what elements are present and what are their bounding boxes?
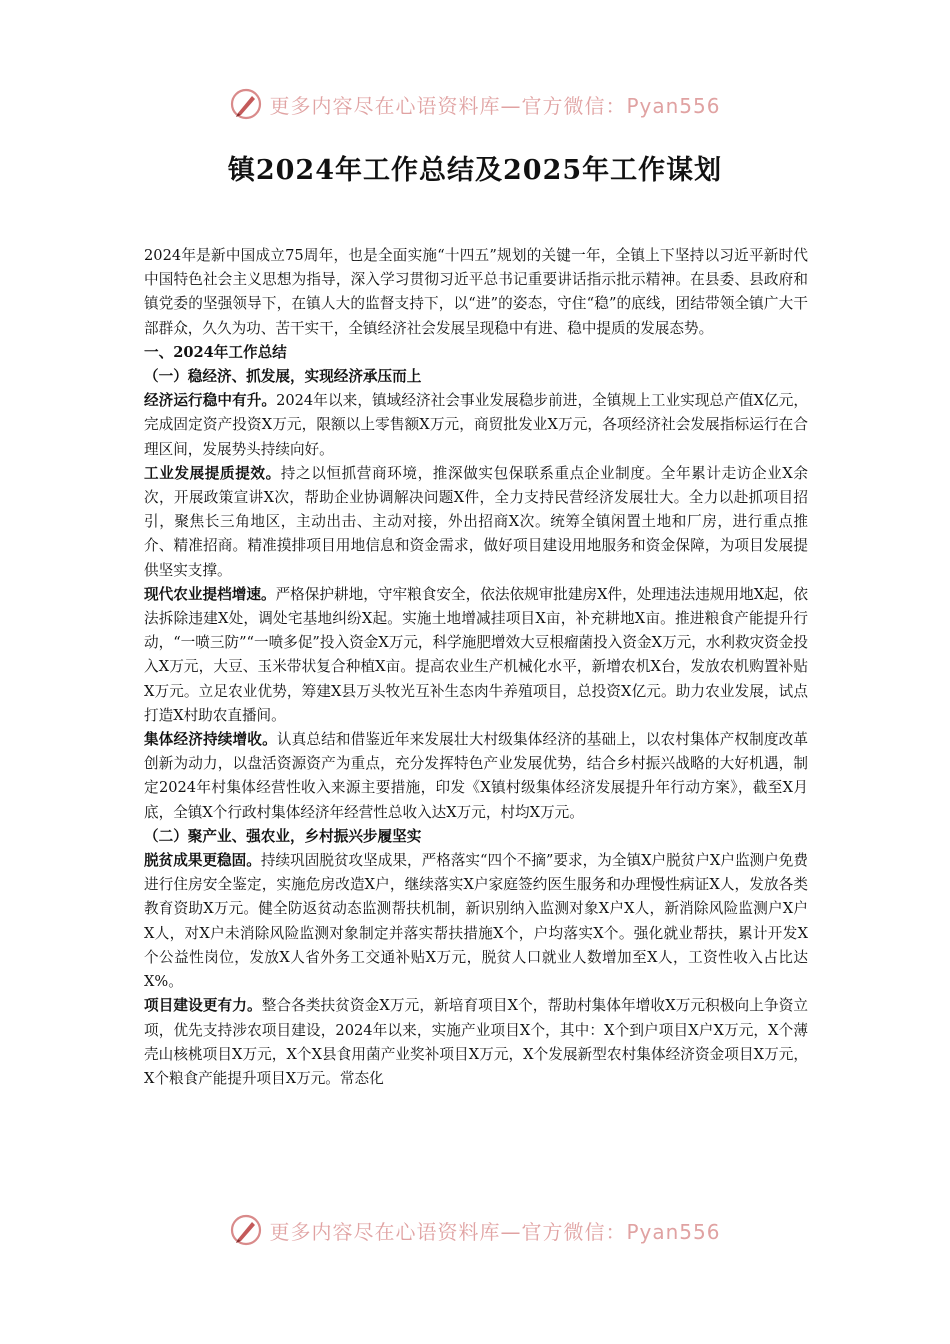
pen-in-circle-icon (229, 1213, 263, 1247)
paragraph-agriculture: 现代农业提档增速。严格保护耕地，守牢粮食安全，依法依规审批建房X件，处理违法违规用地X起，依法拆除违建X处，调处宅基地纠纷X起。实施土地增减挂项目X亩，补充耕地X亩。推进粮食产能提升行动，“一喷三防”“一喷多促”投入资金X万元，科学施肥增效大豆根瘤菌投入资金X万元，水利救灾资金投入X万元，大豆、玉米带状复合种植X亩。提高农业生产机械化水平，新增农机X台，发放农机购置补贴X万元。立足农业优势，筹建X县万头牧光互补生态肉牛养殖项目，总投资X亿元。助力农业发展，试点打造X村助农直播间。 (144, 585, 808, 724)
pen-in-circle-icon (229, 87, 263, 121)
paragraph-economy: 经济运行稳中有升。2024年以来，镇域经济社会事业发展稳步前进，全镇规上工业实现总产值X亿元，完成固定资产投资X万元，限额以上零售额X万元，商贸批发业X万元，各项经济社会发展指标运行在合理区间，发展势头持续向好。 (144, 392, 808, 458)
watermark-text: 更多内容尽在心语资料库—官方微信：Pyan556 (269, 1219, 721, 1244)
intro-paragraph: 2024年是新中国成立75周年，也是全面实施“十四五”规划的关键一年，全镇上下坚持以习近平新时代中国特色社会主义思想为指导，深入学习贯彻习近平总书记重要讲话指示批示精神。在县委、县政府和镇党委的坚强领导下，在镇人大的监督支持下，以“进”的姿态，守住“稳”的底线，团结带领全镇广大干部群众，久久为功、苦干实干，全镇经济社会发展呈现稳中有进、稳中提质的发展态势。 (144, 247, 808, 337)
paragraph-lead: 集体经济持续增收。 (144, 731, 277, 749)
watermark-text: 更多内容尽在心语资料库—官方微信：Pyan556 (269, 93, 721, 118)
paragraph-collective-economy: 集体经济持续增收。认真总结和借鉴近年来发展壮大村级集体经济的基础上，以农村集体产权制度改革创新为动力，以盘活资源资产为重点，充分发挥特色产业发展优势，结合乡村振兴战略的大好机遇，制定2024年村集体经营性收入来源主要措施，印发《X镇村级集体经济发展提升年行动方案》，截至X月底，全镇X个行政村集体经济年经营性总收入达X万元，村均X万元。 (144, 731, 808, 821)
paragraph-lead: 现代农业提档增速。 (144, 585, 276, 603)
paragraph-industry: 工业发展提质提效。持之以恒抓营商环境，推深做实包保联系重点企业制度。全年累计走访企业X余次，开展政策宣讲X次，帮助企业协调解决问题X件，全力支持民营经济发展壮大。全力以赴抓项目招引，聚焦长三角地区，主动出击、主动对接，外出招商X次。统筹全镇闲置土地和厂房，进行重点推介、精准招商。精准摸排项目用地信息和资金需求，做好项目建设用地服务和资金保障，为项目发展提供坚实支撑。 (144, 464, 808, 579)
document-body (144, 244, 808, 1091)
subsection-heading-1: （一）稳经济、抓发展，实现经济承压而上 (144, 368, 422, 386)
paragraph-lead: 经济运行稳中有升。 (144, 392, 277, 410)
section-heading-1: 一、2024年工作总结 (144, 343, 287, 361)
paragraph-lead: 工业发展提质提效。 (144, 464, 281, 482)
header-watermark-banner (0, 84, 950, 124)
paragraph-lead: 脱贫成果更稳固。 (144, 852, 261, 870)
paragraph-poverty: 脱贫成果更稳固。持续巩固脱贫攻坚成果，严格落实“四个不摘”要求，为全镇X户脱贫户X户监测户免费进行住房安全鉴定，实施危房改造X户，继续落实X户家庭签约医生服务和办理慢性病证X人，发放各类教育资助X万元。健全防返贫动态监测帮扶机制，新识别纳入监测对象X户X人，新消除风险监测户X户X人，对X户未消除风险监测对象制定并落实帮扶措施X个，户均落实X个。强化就业帮扶，累计开发X个公益性岗位，发放X人省外务工交通补贴X万元，脱贫人口就业人数增加至X人，工资性收入占比达X%。 (144, 852, 808, 991)
paragraph-projects: 项目建设更有力。整合各类扶贫资金X万元，新培育项目X个，帮助村集体年增收X万元积极向上争资立项，优先支持涉农项目建设，2024年以来，实施产业项目X个，其中：X个到户项目X户X万元，X个薄壳山核桃项目X万元，X个X县食用菌产业奖补项目X万元，X个发展新型农村集体经济资金项目X万元，X个粮食产能提升项目X万元。常态化 (144, 997, 808, 1087)
footer-watermark-banner (0, 1210, 950, 1250)
paragraph-lead: 项目建设更有力。 (144, 997, 262, 1015)
document-title: 镇2024年工作总结及2025年工作谋划 (227, 155, 723, 186)
subsection-heading-2: （二）聚产业、强农业，乡村振兴步履坚实 (144, 827, 422, 845)
